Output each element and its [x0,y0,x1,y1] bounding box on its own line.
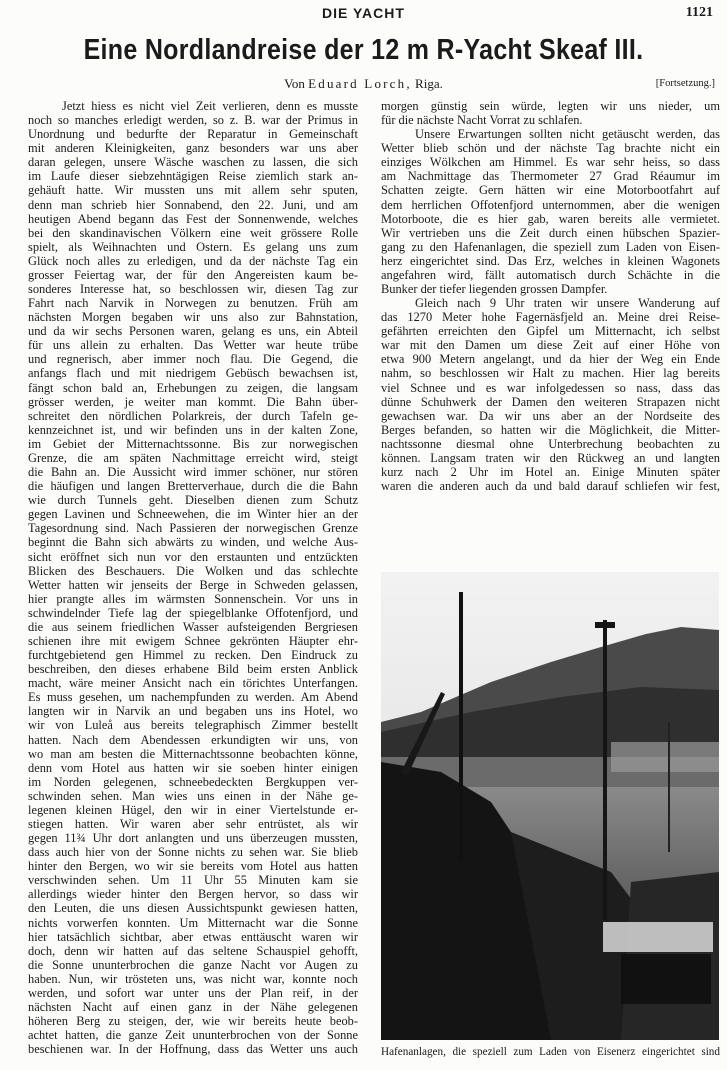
text-line: schreitet den nördlichen Polarkreis, der durch Tafeln ge- [28,408,358,423]
text-line: kurz nach 2 Uhr im Hotel an. Einige Minuten später [381,465,720,480]
text-line: macht, wäre meiner Ansicht nach ein törichtes Unterfangen. [28,676,358,691]
text-line: gang zu den Hafenanlagen, die speziell zum Laden von Eisen- [381,239,720,254]
text-line: war mit den Damen um diese Zeit auf einer Höhe von [381,338,720,353]
text-line: Unsere Erwartungen sollten nicht getäuscht werden, das [415,127,720,142]
text-line: für die nächste Nacht Vorrat zu schlafen. [381,113,583,128]
text-line: die Bahn an. Die Aussicht wird immer schöner, nur stören [28,465,358,480]
text-line: spielt, als Weihnachten und Ostern. Es gelang uns zum [28,239,358,254]
text-line: Gleich nach 9 Uhr traten wir unsere Wanderung auf [415,296,720,311]
text-line: langten wir in Narvik an und begaben uns ins Hotel, wo [28,704,358,719]
text-line: hier tatsächlich sichtbar, aber etwas enttäuscht waren wir [28,929,358,944]
text-line: die Sonne ununterbrochen die ganze Nacht vor Augen zu [28,957,358,972]
text-line: mit anderen Kleinigkeiten, ganz besonders war uns aber [28,141,358,156]
text-line: wir von Luleå aus bereits telegraphisch Zimmer bestellt [28,718,358,733]
text-line: Jetzt hiess es nicht viel Zeit verlieren, denn es musste [62,99,358,113]
text-line: doch, denn wir hatten auf das seltene Schauspiel gehofft, [28,943,358,958]
text-line: wo man am besten die Mitternachtssonne beobachten könne, [28,746,358,761]
page-number: 1121 [685,5,713,20]
text-line: grosser Feiertag war, der für den Angereisten kaum be- [28,267,358,282]
text-line: nächsten Nacht auf einen ganz in der Nähe gelegenen [28,1000,358,1014]
mast [603,620,607,920]
text-line: hier prangte alles im wärmsten Sonnenschein. Vor uns in [28,591,358,606]
text-line: im Laufe dieser siebzehntägigen Reise ziemlich stark an- [28,169,358,184]
text-line: haben. Nun, wir trösteten uns, was nicht war, konnte noch [28,971,358,986]
text-line: Bunker der tiefer liegenden grossen Dampfer. [381,282,608,297]
text-line: im Norden gelegenen, schneebedeckten Bergkuppen ver- [28,774,358,789]
text-line: denn man schrieb hier Sonnabend, den 22. Juni, und am [28,197,358,212]
text-line: achtet hatten, die ganze Zeit ununterbrochen von der Sonne [28,1028,358,1043]
text-line: schwinden sehen. Man wies uns einen in der Nähe ge- [28,788,358,803]
text-line: noch so manches erledigt werden, so z. B. war der Primus in [28,113,358,128]
text-line: dünne Schuhwerk der Damen den weiteren Strapazen nicht [381,394,720,409]
text-line: beschreiben, den dieses erhabene Bild beim ersten Anblick [28,662,358,677]
mast [459,592,463,862]
text-line: morgen günstig sein würde, legten wir uns nieder, um [381,99,720,113]
text-line: und regnerisch, aber immer noch flau. Die Gegend, die [28,352,358,367]
text-line: etwa 900 Metern angelangt, und da hier der Weg ein Ende [381,352,720,367]
text-line: daran gelegen, unsere Wäsche waschen zu lassen, die sich [28,155,358,170]
text-line: Es muss gesehen, um nachempfunden zu werden. Am Abend [28,690,358,705]
text-line: gegen 11¾ Uhr dort anlangten und uns überzeugen mussten, [28,831,358,846]
text-line: werden, und sofort war unter uns der Plan reif, in der [28,985,358,1000]
text-line: schienen ihre mit ewigem Schnee gekrönten Häupter ehr- [28,633,358,648]
text-line: Berges befanden, so hatten wir die Möglichkeit, die Mitter- [381,422,720,437]
text-line: Fahrt nach Narvik in Norwegen zu benutzen. Früh am [28,296,358,311]
text-column-left [28,99,358,1056]
text-line: hatten. Nach dem Abendessen erkundigten wir uns, von [28,732,358,747]
text-line: für uns allein zu erhalten. Das Wetter war heute trübe [28,338,358,353]
text-line: sicht eröffnet sich nun vor den erstaunten und entzückten [28,549,358,564]
text-line: im Gebiet der Mitternachtssonne. Bis zur norwegischen [28,436,358,451]
text-line: bei den skandinavischen Völkern eine weit grössere Rolle [28,225,358,240]
text-line: nachtssonne diesmal ohne Unterbrechung beobachten zu [381,436,720,451]
text-line: die aus seinem friedlichen Wasser aufsteigenden Bergriesen [28,619,358,634]
text-line: denn vom Hotel aus hatten wir sie soeben hinter einigen [28,760,358,775]
text-line: den Leuten, die uns diesen Aussichtspunkt gewiesen hatten, [28,901,358,916]
text-column-right [381,99,720,493]
text-line: beschienen war. In der Hoffnung, dass das Wetter uns auch [28,1042,358,1057]
text-line: können. Langsam traten wir den Rückweg an und langten [381,450,720,465]
text-line: stiegen hatten. Wir waren aber sehr entrüstet, als wir [28,816,358,831]
text-line: schwindelnder Tiefe lag der spiegelblanke Offotenfjord, und [28,605,358,620]
text-line: Schatten zeigte. Gern hätten wir eine Motorbootfahrt auf [381,183,720,198]
text-line: nahm, so beschlossen wir Halt zu machen. Hier lag bereits [381,366,720,381]
text-line: waren die anderen auch da und bald darauf schliefen wir fest, [381,479,720,494]
text-line: nichts vorwerfen konnten. Um Mitternacht war die Sonne [28,915,358,930]
text-line: legenen kleinen Hügel, den wir in einer Viertelstunde er- [28,802,358,817]
text-line: Wir vertrieben uns die Zeit durch einen hübschen Spazier- [381,225,720,240]
text-line: gehäuft hatte. Wir mussten uns mit allem sehr sputen, [28,183,358,198]
text-line: furchtgebietend gen Himmel zu recken. Den Eindruck zu [28,648,358,663]
harbor-photo [381,572,719,1040]
text-line: heutigen Abend begann das Fest der Sonnenwende, welches [28,211,358,226]
text-line: fängt schon bald an, Erhebungen zu zeigen, die langsam [28,380,358,395]
text-line: viel Schnee und es war infolgedessen so nass, dass das [381,380,720,395]
text-line: und da wir sechs Personen waren, gelang es uns, ein Abteil [28,324,358,339]
text-line: sonderes Interesse hat, so beschlossen wir, diesen Tag zur [28,282,358,297]
text-line: einziges Wölkchen am Himmel. Es war sehr heiss, so dass [381,155,720,170]
text-line: dem herrlichen Offotenfjord unternommen, aber die wenigen [381,197,720,212]
text-line: Wetter hatten wir jenseits der Berge in Schweden gelassen, [28,577,358,592]
text-line: Unordnung und bedurfte der Reparatur in Gemeinschaft [28,127,358,142]
text-line: Motorboote, die es hier gab, waren bereits alle vermietet. [381,211,720,226]
text-line: Grenze, die am späten Nachmittage erreicht wird, steigt [28,450,358,465]
byline [0,76,727,92]
text-line: das 1270 Meter hohe Fagernäsfjeld an. Meine drei Reise- [381,310,720,325]
text-line: Tagesordnung sind. Nach Passieren der norwegischen Grenze [28,521,358,536]
text-line: Glück noch alles zu erledigen, und da der nächste Tag ein [28,253,358,268]
text-line: angefahren wird, fällt automatisch durch Schächte in die [381,267,720,282]
text-line: beginnt die Bahn sich abwärts zu winden, und welche Aus- [28,535,358,550]
text-line: Blicken des Beschauers. Die Wolken und das schlechte [28,563,358,578]
text-line: nächsten Morgen begaben wir uns also zur Bahnstation, [28,310,358,325]
continuation-note: [Fortsetzung.] [655,78,715,89]
text-line: kennzeichnet ist, und wir befinden uns in der kalten Zone, [28,422,358,437]
text-line: wie durch Tunnels geht. Dieselben dienen zum Schutz [28,493,358,508]
text-line: hinter den Bergen, wo wir sie bereits vom Hotel aus hatten [28,859,358,874]
author-name: Eduard Lorch, [308,76,412,91]
text-line: anfangs flach und mit niedrigem Gebüsch bewachsen ist, [28,366,358,381]
text-line: am Nachmittage das Thermometer 27 Grad Réaumur im [381,169,720,184]
text-line: grösser werden, je weiter man kommt. Die Bahn über- [28,394,358,409]
article-title: Eine Nordlandreise der 12 m R-Yacht Skeaf III. [83,33,644,67]
author-place: Riga. [415,76,443,91]
running-title: DIE YACHT [322,5,405,21]
text-line: höheren Berg zu steigen, der, wie wir bereits heute beob- [28,1014,358,1029]
text-line: gegen Lavinen und Schneewehen, die im Winter hier an der [28,507,358,522]
text-line: Wetter blieb schön und der nächste Tag brachte nicht ein [381,141,720,156]
byline-prefix: Von [284,76,305,91]
text-line: dass auch hier von der Sonne nichts zu sehen war. Sie blieb [28,845,358,860]
text-line: gewachsen war. Da wir uns aber an der Nordseite des [381,408,720,423]
text-line: herz eingerichtet sind. Das Erz, welches in kleinen Wagonets [381,253,720,268]
text-line: gefährten erreichten den Gipfel um Mitternacht, ich selbst [381,324,720,339]
text-line: allerdings wieder hinter den Bergen hervor, so dass wir [28,887,358,902]
text-line: die häufigen und langen Bretterverhaue, durch die die Bahn [28,479,358,494]
photo-caption: Hafenanlagen, die speziell zum Laden von Eisenerz eingerichtet sind [381,1046,720,1058]
text-line: verschwinden sehen. Um 11 Uhr 55 Minuten kam sie [28,873,358,888]
